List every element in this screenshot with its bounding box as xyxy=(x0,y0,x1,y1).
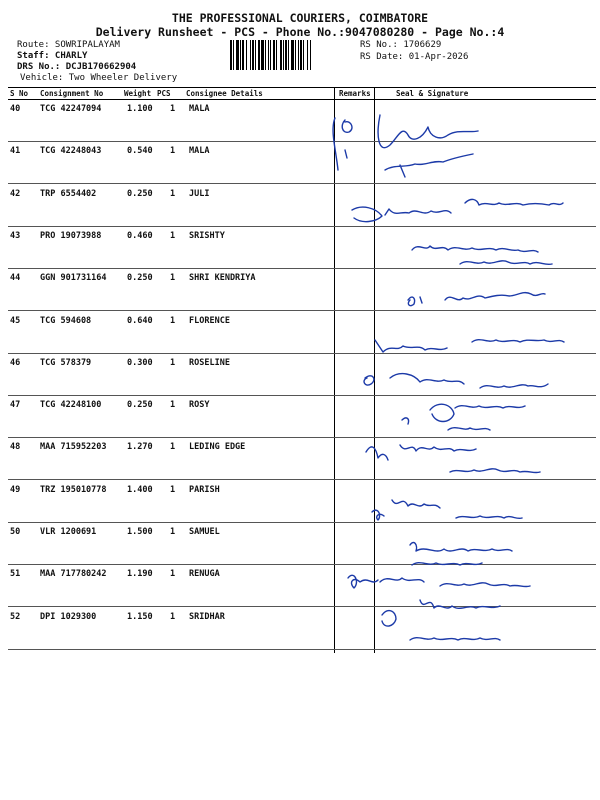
rs-date: RS Date: 01-Apr-2026 xyxy=(360,52,469,62)
col-consignment: Consignment No xyxy=(40,89,104,98)
row-consignment: DPI 1029300 xyxy=(40,611,97,622)
row-consignment: TRZ 195010778 xyxy=(40,484,107,495)
row-sno: 42 xyxy=(10,188,21,199)
row-weight: 1.500 xyxy=(127,527,153,537)
row-consignee: RENUGA xyxy=(189,569,220,580)
table-row xyxy=(8,564,596,607)
drs-label: DRS No.: DCJB170662904 xyxy=(17,62,137,72)
row-pcs: 1 xyxy=(170,400,176,411)
row-sno: 47 xyxy=(10,400,21,411)
row-consignee: JULI xyxy=(189,188,210,199)
row-sno: 50 xyxy=(10,527,21,537)
row-consignment: TRP 6554402 xyxy=(40,188,97,199)
row-sno: 41 xyxy=(10,146,21,157)
row-pcs: 1 xyxy=(170,527,176,537)
row-weight: 1.270 xyxy=(127,442,153,453)
row-weight: 0.640 xyxy=(127,315,153,326)
vehicle-label: Vehicle: Two Wheeler Delivery xyxy=(20,73,178,83)
table-row xyxy=(8,226,596,269)
row-pcs: 1 xyxy=(170,442,176,453)
row-consignee: FLORENCE xyxy=(189,315,230,326)
table-row xyxy=(8,437,596,480)
row-sno: 40 xyxy=(10,104,21,114)
row-consignee: ROSELINE xyxy=(189,357,230,368)
runsheet-table xyxy=(8,87,596,653)
rs-number: RS No.: 1706629 xyxy=(360,40,442,50)
row-weight: 0.460 xyxy=(127,230,153,241)
col-remarks: Remarks xyxy=(339,89,371,98)
staff-label: Staff: CHARLY xyxy=(17,51,88,61)
row-consignment: TCG 42247094 xyxy=(40,104,102,114)
runsheet-subtitle: Delivery Runsheet - PCS - Phone No.:9047080280 - Page No.:4 xyxy=(95,25,505,39)
row-weight: 0.250 xyxy=(127,400,153,411)
row-consignee: MALA xyxy=(189,146,210,157)
row-sno: 44 xyxy=(10,273,21,284)
row-pcs: 1 xyxy=(170,188,176,199)
row-weight: 0.250 xyxy=(127,188,153,199)
row-consignment: MAA 717780242 xyxy=(40,569,107,580)
barcode-bar xyxy=(311,40,312,70)
col-pcs: PCS xyxy=(157,89,171,98)
row-consignee: SRISHTY xyxy=(189,230,225,241)
col-sno: S No xyxy=(10,89,29,98)
row-weight: 0.540 xyxy=(127,146,153,157)
row-sno: 43 xyxy=(10,230,21,241)
table-row xyxy=(8,311,596,354)
row-sno: 49 xyxy=(10,484,21,495)
row-pcs: 1 xyxy=(170,484,176,495)
row-consignment: TCG 42248100 xyxy=(40,400,102,411)
table-row xyxy=(8,99,596,142)
barcode-image xyxy=(230,40,355,70)
table-row xyxy=(8,607,596,650)
row-weight: 1.100 xyxy=(127,104,153,114)
row-pcs: 1 xyxy=(170,611,176,622)
row-weight: 1.150 xyxy=(127,611,153,622)
row-pcs: 1 xyxy=(170,569,176,580)
row-pcs: 1 xyxy=(170,104,176,114)
col-weight: Weight xyxy=(124,89,152,98)
row-pcs: 1 xyxy=(170,357,176,368)
row-sno: 46 xyxy=(10,357,21,368)
col-consignee: Consignee Details xyxy=(186,89,263,98)
route-label: Route: SOWRIPALAYAM xyxy=(17,40,120,50)
row-pcs: 1 xyxy=(170,315,176,326)
table-row xyxy=(8,480,596,523)
row-weight: 0.300 xyxy=(127,357,153,368)
row-sno: 48 xyxy=(10,442,21,453)
row-consignment: TCG 578379 xyxy=(40,357,92,368)
row-consignee: ROSY xyxy=(189,400,210,411)
table-row xyxy=(8,141,596,184)
row-weight: 0.250 xyxy=(127,273,153,284)
row-weight: 1.190 xyxy=(127,569,153,580)
row-consignee: MALA xyxy=(189,104,210,114)
row-consignment: TCG 42248043 xyxy=(40,146,102,157)
row-consignee: LEDING EDGE xyxy=(189,442,246,453)
row-consignment: PRO 19073988 xyxy=(40,230,102,241)
row-consignee: PARISH xyxy=(189,484,220,495)
col-signature: Seal & Signature xyxy=(396,89,469,98)
row-sno: 45 xyxy=(10,315,21,326)
runsheet-title: THE PROFESSIONAL COURIERS, COIMBATORE xyxy=(171,11,429,25)
table-row xyxy=(8,353,596,396)
row-consignee: SHRI KENDRIYA xyxy=(189,273,256,284)
row-consignment: GGN 901731164 xyxy=(40,273,107,284)
table-row xyxy=(8,522,596,565)
row-sno: 51 xyxy=(10,569,21,580)
row-consignment: TCG 594608 xyxy=(40,315,92,326)
table-row xyxy=(8,184,596,227)
row-pcs: 1 xyxy=(170,230,176,241)
table-row xyxy=(8,268,596,311)
row-sno: 52 xyxy=(10,611,21,622)
table-row xyxy=(8,395,596,438)
row-consignment: MAA 715952203 xyxy=(40,442,107,453)
row-consignee: SRIDHAR xyxy=(189,611,225,622)
row-consignee: SAMUEL xyxy=(189,527,220,537)
row-pcs: 1 xyxy=(170,146,176,157)
row-consignment: VLR 1200691 xyxy=(40,527,97,537)
row-weight: 1.400 xyxy=(127,484,153,495)
row-pcs: 1 xyxy=(170,273,176,284)
